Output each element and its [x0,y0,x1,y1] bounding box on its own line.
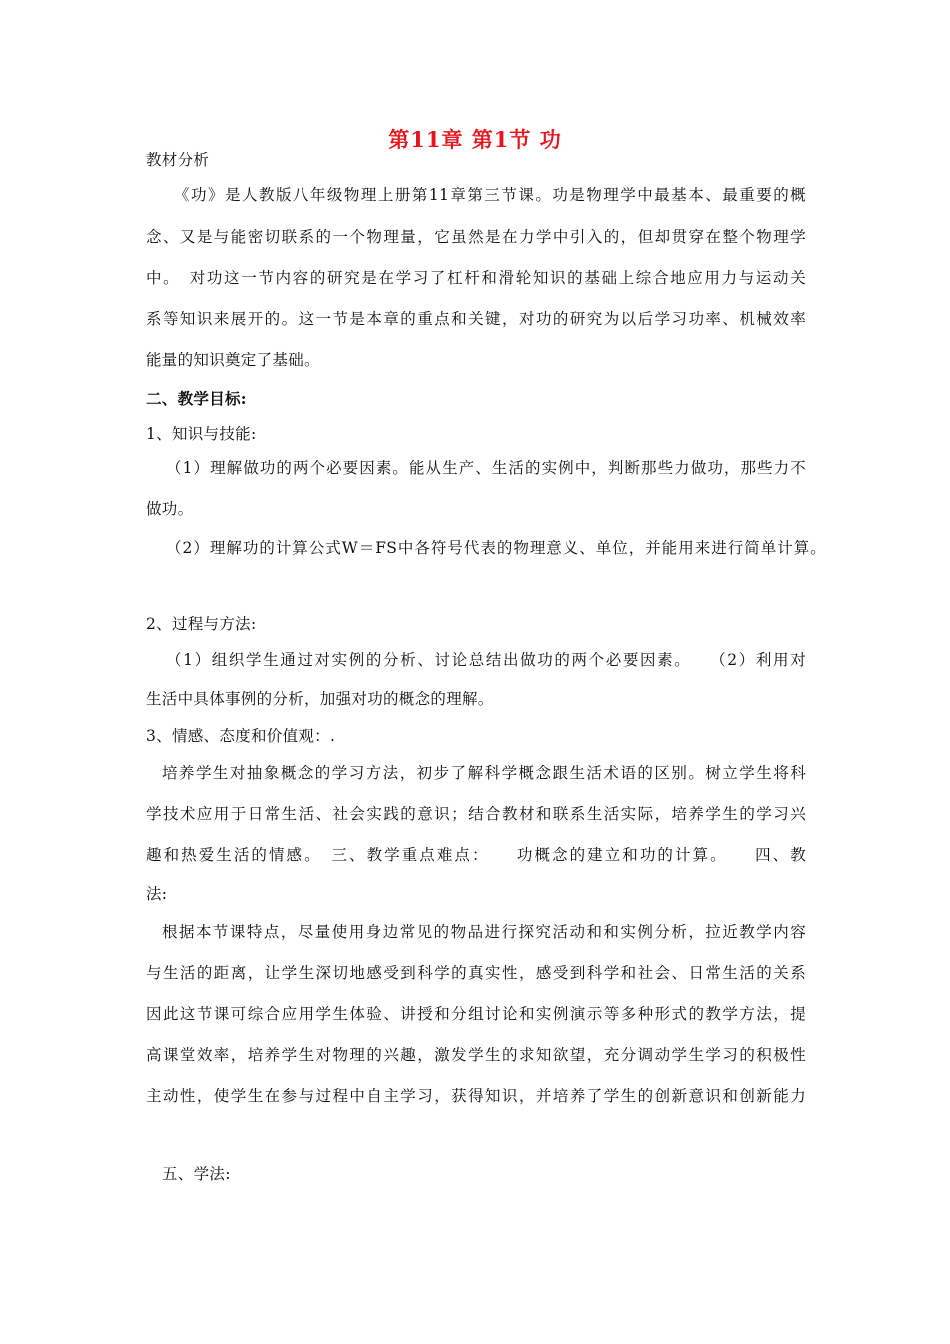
paragraph-line: 培养学生对抽象概念的学习方法，初步了解科学概念跟生活术语的区别。树立学生将科 [162,764,806,782]
document-title: 第11章 第1节 功 [388,127,562,152]
paragraph-line: 根据本节课特点，尽量使用身边常见的物品进行探究活动和和实例分析，拉近教学内容 [162,923,806,941]
paragraph-line: 做功。 [146,500,194,518]
paragraph-line: 《功》是人教版八年级物理上册第11章第三节课。功是物理学中最基本、最重要的概 [174,186,806,204]
paragraph-line: （2）理解功的计算公式W＝FS中各符号代表的物理意义、单位，并能用来进行简单计算。 [166,539,826,557]
paragraph-line: 中。 对功这一节内容的研究是在学习了杠杆和滑轮知识的基础上综合地应用力与运动关 [146,269,806,287]
paragraph-line: （1）理解做功的两个必要因素。能从生产、生活的实例中，判断那些力做功，那些力不 [166,459,806,477]
section-heading-study-method: 五、学法: [162,1165,231,1183]
section-heading-teaching-goals: 二、教学目标: [146,389,247,408]
section-heading-material-analysis: 教材分析 [146,151,210,169]
subsection-heading: 3、情感、态度和价值观：. [146,727,336,745]
paragraph-line: 高课堂效率，培养学生对物理的兴趣，激发学生的求知欲望，充分调动学生学习的积极性 [146,1046,806,1064]
paragraph-line: 念、又是与能密切联系的一个物理量，它虽然是在力学中引入的，但却贯穿在整个物理学 [146,228,806,246]
paragraph-line: 因此这节课可综合应用学生体验、讲授和分组讨论和实例演示等多种形式的教学方法，提 [146,1005,806,1023]
paragraph-line: 系等知识来展开的。这一节是本章的重点和关键，对功的研究为以后学习功率、机械效率 [146,310,806,328]
paragraph-line: （1）组织学生通过对实例的分析、讨论总结出做功的两个必要因素。 （2）利用对 [166,651,806,669]
subsection-heading: 2、过程与方法: [146,615,257,633]
paragraph-line: 趣和热爱生活的情感。 三、教学重点难点： 功概念的建立和功的计算。 四、教 [146,846,806,864]
paragraph-line: 学技术应用于日常生活、社会实践的意识；结合教材和联系生活实际，培养学生的学习兴 [146,805,806,823]
paragraph-line: 法: [146,885,168,903]
paragraph-line: 主动性，使学生在参与过程中自主学习，获得知识，并培养了学生的创新意识和创新能力 [146,1087,806,1105]
subsection-heading: 1、知识与技能: [146,425,257,443]
paragraph-line: 能量的知识奠定了基础。 [146,351,320,369]
paragraph-line: 与生活的距离，让学生深切地感受到科学的真实性，感受到科学和社会、日常生活的关系 [146,964,806,982]
paragraph-line: 生活中具体事例的分析，加强对功的概念的理解。 [146,690,494,708]
